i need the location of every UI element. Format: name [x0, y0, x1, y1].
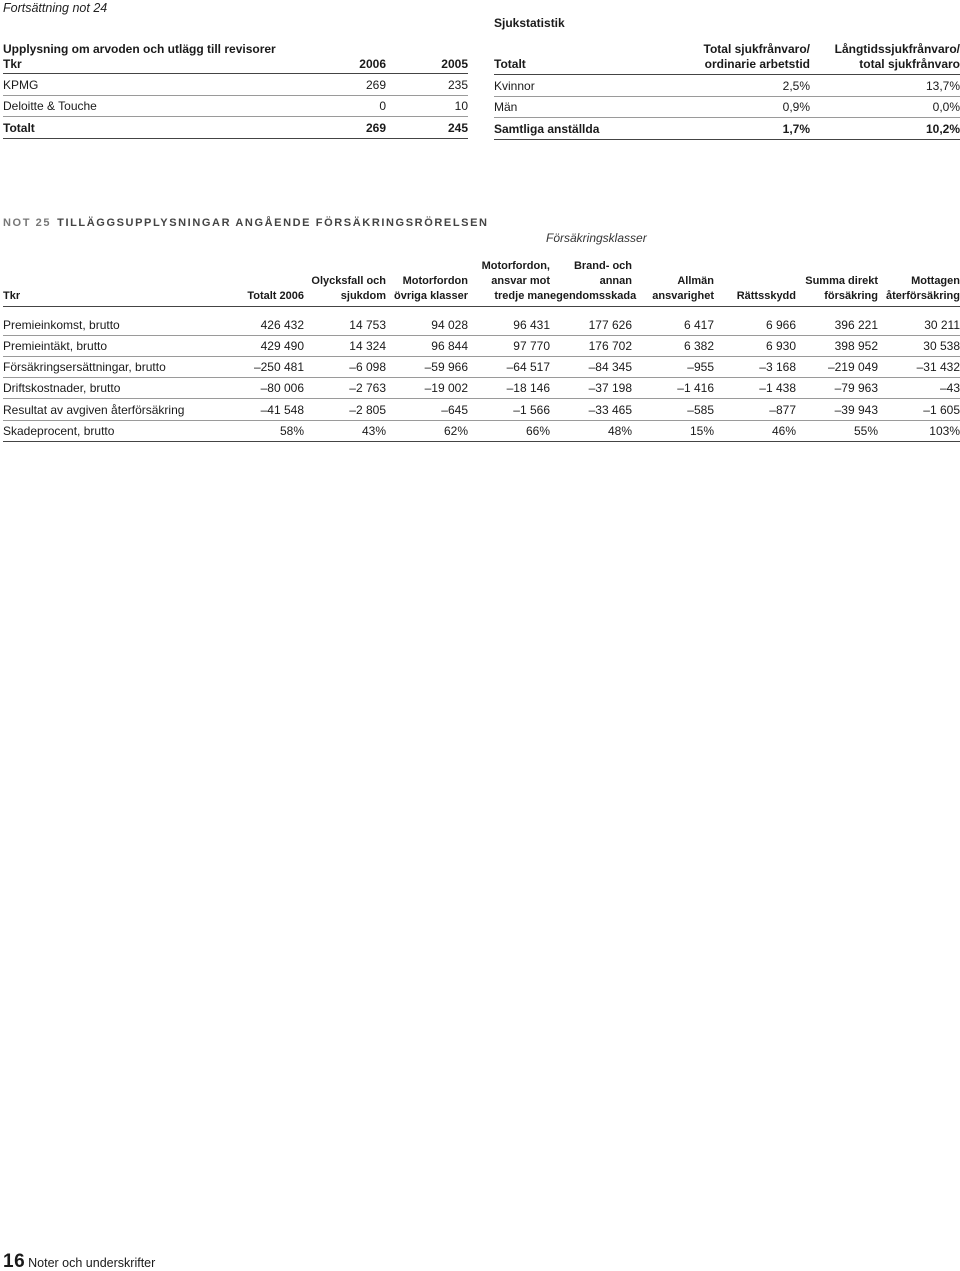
- table-cell: 14 324: [304, 335, 386, 356]
- table-cell: 10,2%: [810, 118, 960, 140]
- table-cell: –31 432: [878, 356, 960, 377]
- table-cell: –219 049: [796, 356, 878, 377]
- row-label: KPMG: [3, 74, 303, 96]
- column-header: Brand- och annan egendomsskada: [550, 258, 632, 306]
- table-cell: 245: [386, 117, 468, 139]
- row-label: Skadeprocent, brutto: [3, 420, 223, 441]
- table-cell: –64 517: [468, 356, 550, 377]
- column-header: 2005: [386, 57, 468, 74]
- insurance-table: [3, 258, 960, 442]
- column-header: Tkr: [3, 57, 303, 74]
- sick-statistics-table: [494, 42, 960, 140]
- page-number: 16: [3, 1251, 26, 1271]
- column-header: Olycksfall och sjukdom: [304, 258, 386, 306]
- table-cell: 66%: [468, 420, 550, 441]
- table-cell: –1 416: [632, 378, 714, 399]
- table-cell: 15%: [632, 420, 714, 441]
- column-header: Allmän ansvarighet: [632, 258, 714, 306]
- column-header: Total sjukfrånvaro/ ordinarie arbetstid: [694, 42, 810, 75]
- column-header: Summa direkt försäkring: [796, 258, 878, 306]
- column-header: Totalt 2006: [223, 258, 304, 306]
- table-cell: 2,5%: [694, 75, 810, 97]
- table-row: [3, 420, 960, 441]
- table-cell: 30 538: [878, 335, 960, 356]
- table-row: [494, 75, 960, 97]
- table-cell: 0,9%: [694, 96, 810, 118]
- table-cell: 269: [303, 74, 386, 96]
- table-cell: 1,7%: [694, 118, 810, 140]
- table-cell: 14 753: [304, 306, 386, 335]
- table-cell: –2 763: [304, 378, 386, 399]
- page-footer: [3, 1251, 155, 1271]
- table-cell: 235: [386, 74, 468, 96]
- table-cell: –18 146: [468, 378, 550, 399]
- table-cell: 0,0%: [810, 96, 960, 118]
- note-number: NOT 25: [3, 217, 52, 229]
- column-header: Mottagen återförsäkring: [878, 258, 960, 306]
- column-header: Motorfordon, ansvar mot tredje man: [468, 258, 550, 306]
- column-header: Motorfordon övriga klasser: [386, 258, 468, 306]
- table-cell: –955: [632, 356, 714, 377]
- table-row: [3, 74, 468, 96]
- column-header: Totalt: [494, 42, 694, 75]
- row-label: Resultat av avgiven återförsäkring: [3, 399, 223, 420]
- insurance-classes-label: Försäkringsklasser: [546, 231, 647, 245]
- table-cell: 6 382: [632, 335, 714, 356]
- table-cell: 426 432: [223, 306, 304, 335]
- table-cell: –33 465: [550, 399, 632, 420]
- sick-statistics-section: [494, 16, 960, 140]
- table-cell: –645: [386, 399, 468, 420]
- auditor-fees-title: Upplysning om arvoden och utlägg till revisorer: [3, 42, 276, 56]
- table-cell: 103%: [878, 420, 960, 441]
- table-cell: 62%: [386, 420, 468, 441]
- row-label: Premieinkomst, brutto: [3, 306, 223, 335]
- table-cell: 6 417: [632, 306, 714, 335]
- running-header: Fortsättning not 24: [3, 1, 108, 15]
- sick-statistics-title: Sjukstatistik: [494, 16, 565, 30]
- table-cell: 10: [386, 95, 468, 117]
- row-label: Kvinnor: [494, 75, 694, 97]
- table-row: [3, 356, 960, 377]
- table-cell: 97 770: [468, 335, 550, 356]
- table-cell: 0: [303, 95, 386, 117]
- table-cell: –1 605: [878, 399, 960, 420]
- table-row: [3, 399, 960, 420]
- table-cell: –877: [714, 399, 796, 420]
- auditor-fees-section: [3, 42, 468, 139]
- table-row: [3, 335, 960, 356]
- table-row: [3, 95, 468, 117]
- table-row-total: [494, 118, 960, 140]
- column-header: Långtidssjukfrånvaro/ total sjukfrånvaro: [810, 42, 960, 75]
- table-cell: 30 211: [878, 306, 960, 335]
- table-cell: –6 098: [304, 356, 386, 377]
- table-cell: –84 345: [550, 356, 632, 377]
- section-name: Noter och underskrifter: [28, 1256, 156, 1270]
- table-cell: –1 438: [714, 378, 796, 399]
- table-cell: 43%: [304, 420, 386, 441]
- row-label: Premieintäkt, brutto: [3, 335, 223, 356]
- table-cell: 269: [303, 117, 386, 139]
- row-label: Försäkringsersättningar, brutto: [3, 356, 223, 377]
- auditor-fees-table: [3, 57, 468, 139]
- table-cell: –41 548: [223, 399, 304, 420]
- table-cell: 94 028: [386, 306, 468, 335]
- table-cell: –250 481: [223, 356, 304, 377]
- column-header: 2006: [303, 57, 386, 74]
- table-cell: 6 966: [714, 306, 796, 335]
- table-cell: 396 221: [796, 306, 878, 335]
- table-row: [494, 96, 960, 118]
- table-cell: 176 702: [550, 335, 632, 356]
- table-cell: –43: [878, 378, 960, 399]
- note-heading: [3, 217, 489, 229]
- table-cell: 48%: [550, 420, 632, 441]
- table-cell: –79 963: [796, 378, 878, 399]
- row-label: Totalt: [3, 117, 303, 139]
- table-cell: –80 006: [223, 378, 304, 399]
- table-cell: 13,7%: [810, 75, 960, 97]
- table-cell: –39 943: [796, 399, 878, 420]
- column-header: Tkr: [3, 258, 223, 306]
- table-header-row: [3, 57, 468, 74]
- row-label: Män: [494, 96, 694, 118]
- table-header-row: [494, 42, 960, 75]
- table-row: [3, 378, 960, 399]
- table-row: [3, 306, 960, 335]
- table-cell: 398 952: [796, 335, 878, 356]
- table-cell: –19 002: [386, 378, 468, 399]
- table-cell: 177 626: [550, 306, 632, 335]
- table-cell: –2 805: [304, 399, 386, 420]
- row-label: Driftskostnader, brutto: [3, 378, 223, 399]
- column-header: Rättsskydd: [714, 258, 796, 306]
- row-label: Samtliga anställda: [494, 118, 694, 140]
- row-label: Deloitte & Touche: [3, 95, 303, 117]
- table-cell: 46%: [714, 420, 796, 441]
- table-cell: –585: [632, 399, 714, 420]
- table-cell: –37 198: [550, 378, 632, 399]
- table-header-row: [3, 258, 960, 306]
- table-cell: –59 966: [386, 356, 468, 377]
- insurance-section: [3, 258, 960, 442]
- table-cell: 55%: [796, 420, 878, 441]
- table-cell: 96 431: [468, 306, 550, 335]
- table-cell: 58%: [223, 420, 304, 441]
- note-title: TILLÄGGSUPPLYSNINGAR ANGÅENDE FÖRSÄKRINGSRÖRELSEN: [57, 217, 489, 229]
- table-cell: 429 490: [223, 335, 304, 356]
- table-cell: –3 168: [714, 356, 796, 377]
- table-cell: 96 844: [386, 335, 468, 356]
- table-row-total: [3, 117, 468, 139]
- table-cell: –1 566: [468, 399, 550, 420]
- table-cell: 6 930: [714, 335, 796, 356]
